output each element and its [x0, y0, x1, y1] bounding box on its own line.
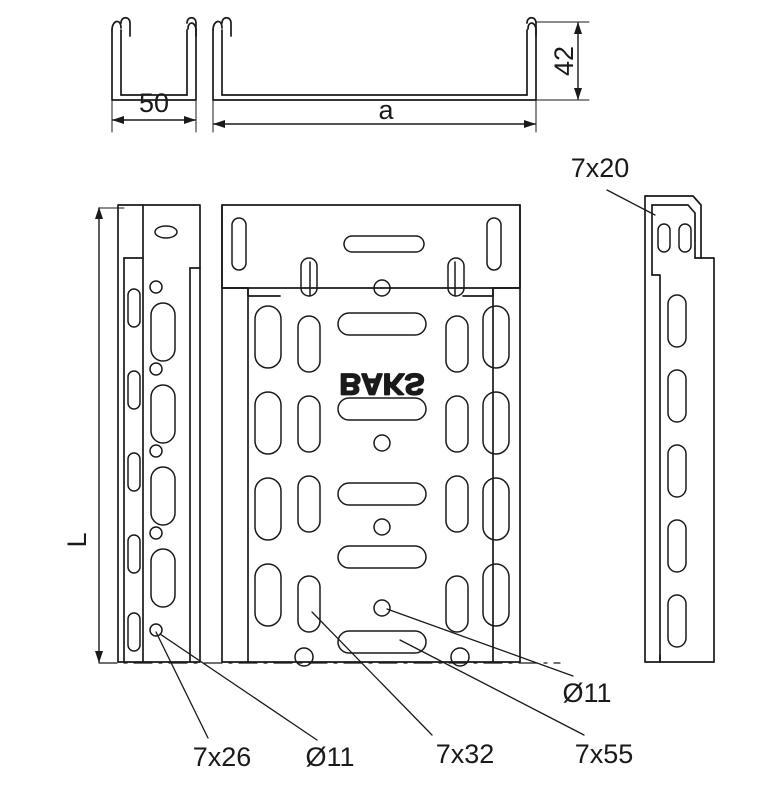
- brand-text: BAKS: [339, 367, 425, 400]
- dim-width-a: [213, 100, 536, 132]
- label-7x55: 7x55: [574, 739, 634, 769]
- plan-center-long-slots: [295, 313, 469, 666]
- label-7x20: 7x20: [570, 153, 630, 183]
- plan-main-slot-columns: [255, 306, 509, 632]
- section-main-profile: [213, 18, 536, 100]
- label-d11-lower: Ø11: [305, 742, 355, 772]
- plan-topband-slots: [232, 218, 501, 296]
- side-elevation: [645, 196, 714, 662]
- label-height-42: 42: [549, 45, 579, 77]
- label-7x32: 7x32: [435, 739, 495, 769]
- label-d11-right: Ø11: [562, 678, 612, 708]
- plan-left-flange: [118, 205, 200, 662]
- leader-lines: [156, 190, 655, 740]
- plan-left-slots: [128, 226, 177, 651]
- plan-main-panel: [222, 205, 520, 662]
- label-width-50: 50: [138, 88, 170, 118]
- side-elevation-slots: [658, 224, 691, 647]
- dim-length-L: [99, 208, 124, 662]
- label-7x26: 7x26: [192, 742, 252, 772]
- label-width-a: a: [378, 95, 394, 125]
- label-length-L: L: [62, 532, 92, 548]
